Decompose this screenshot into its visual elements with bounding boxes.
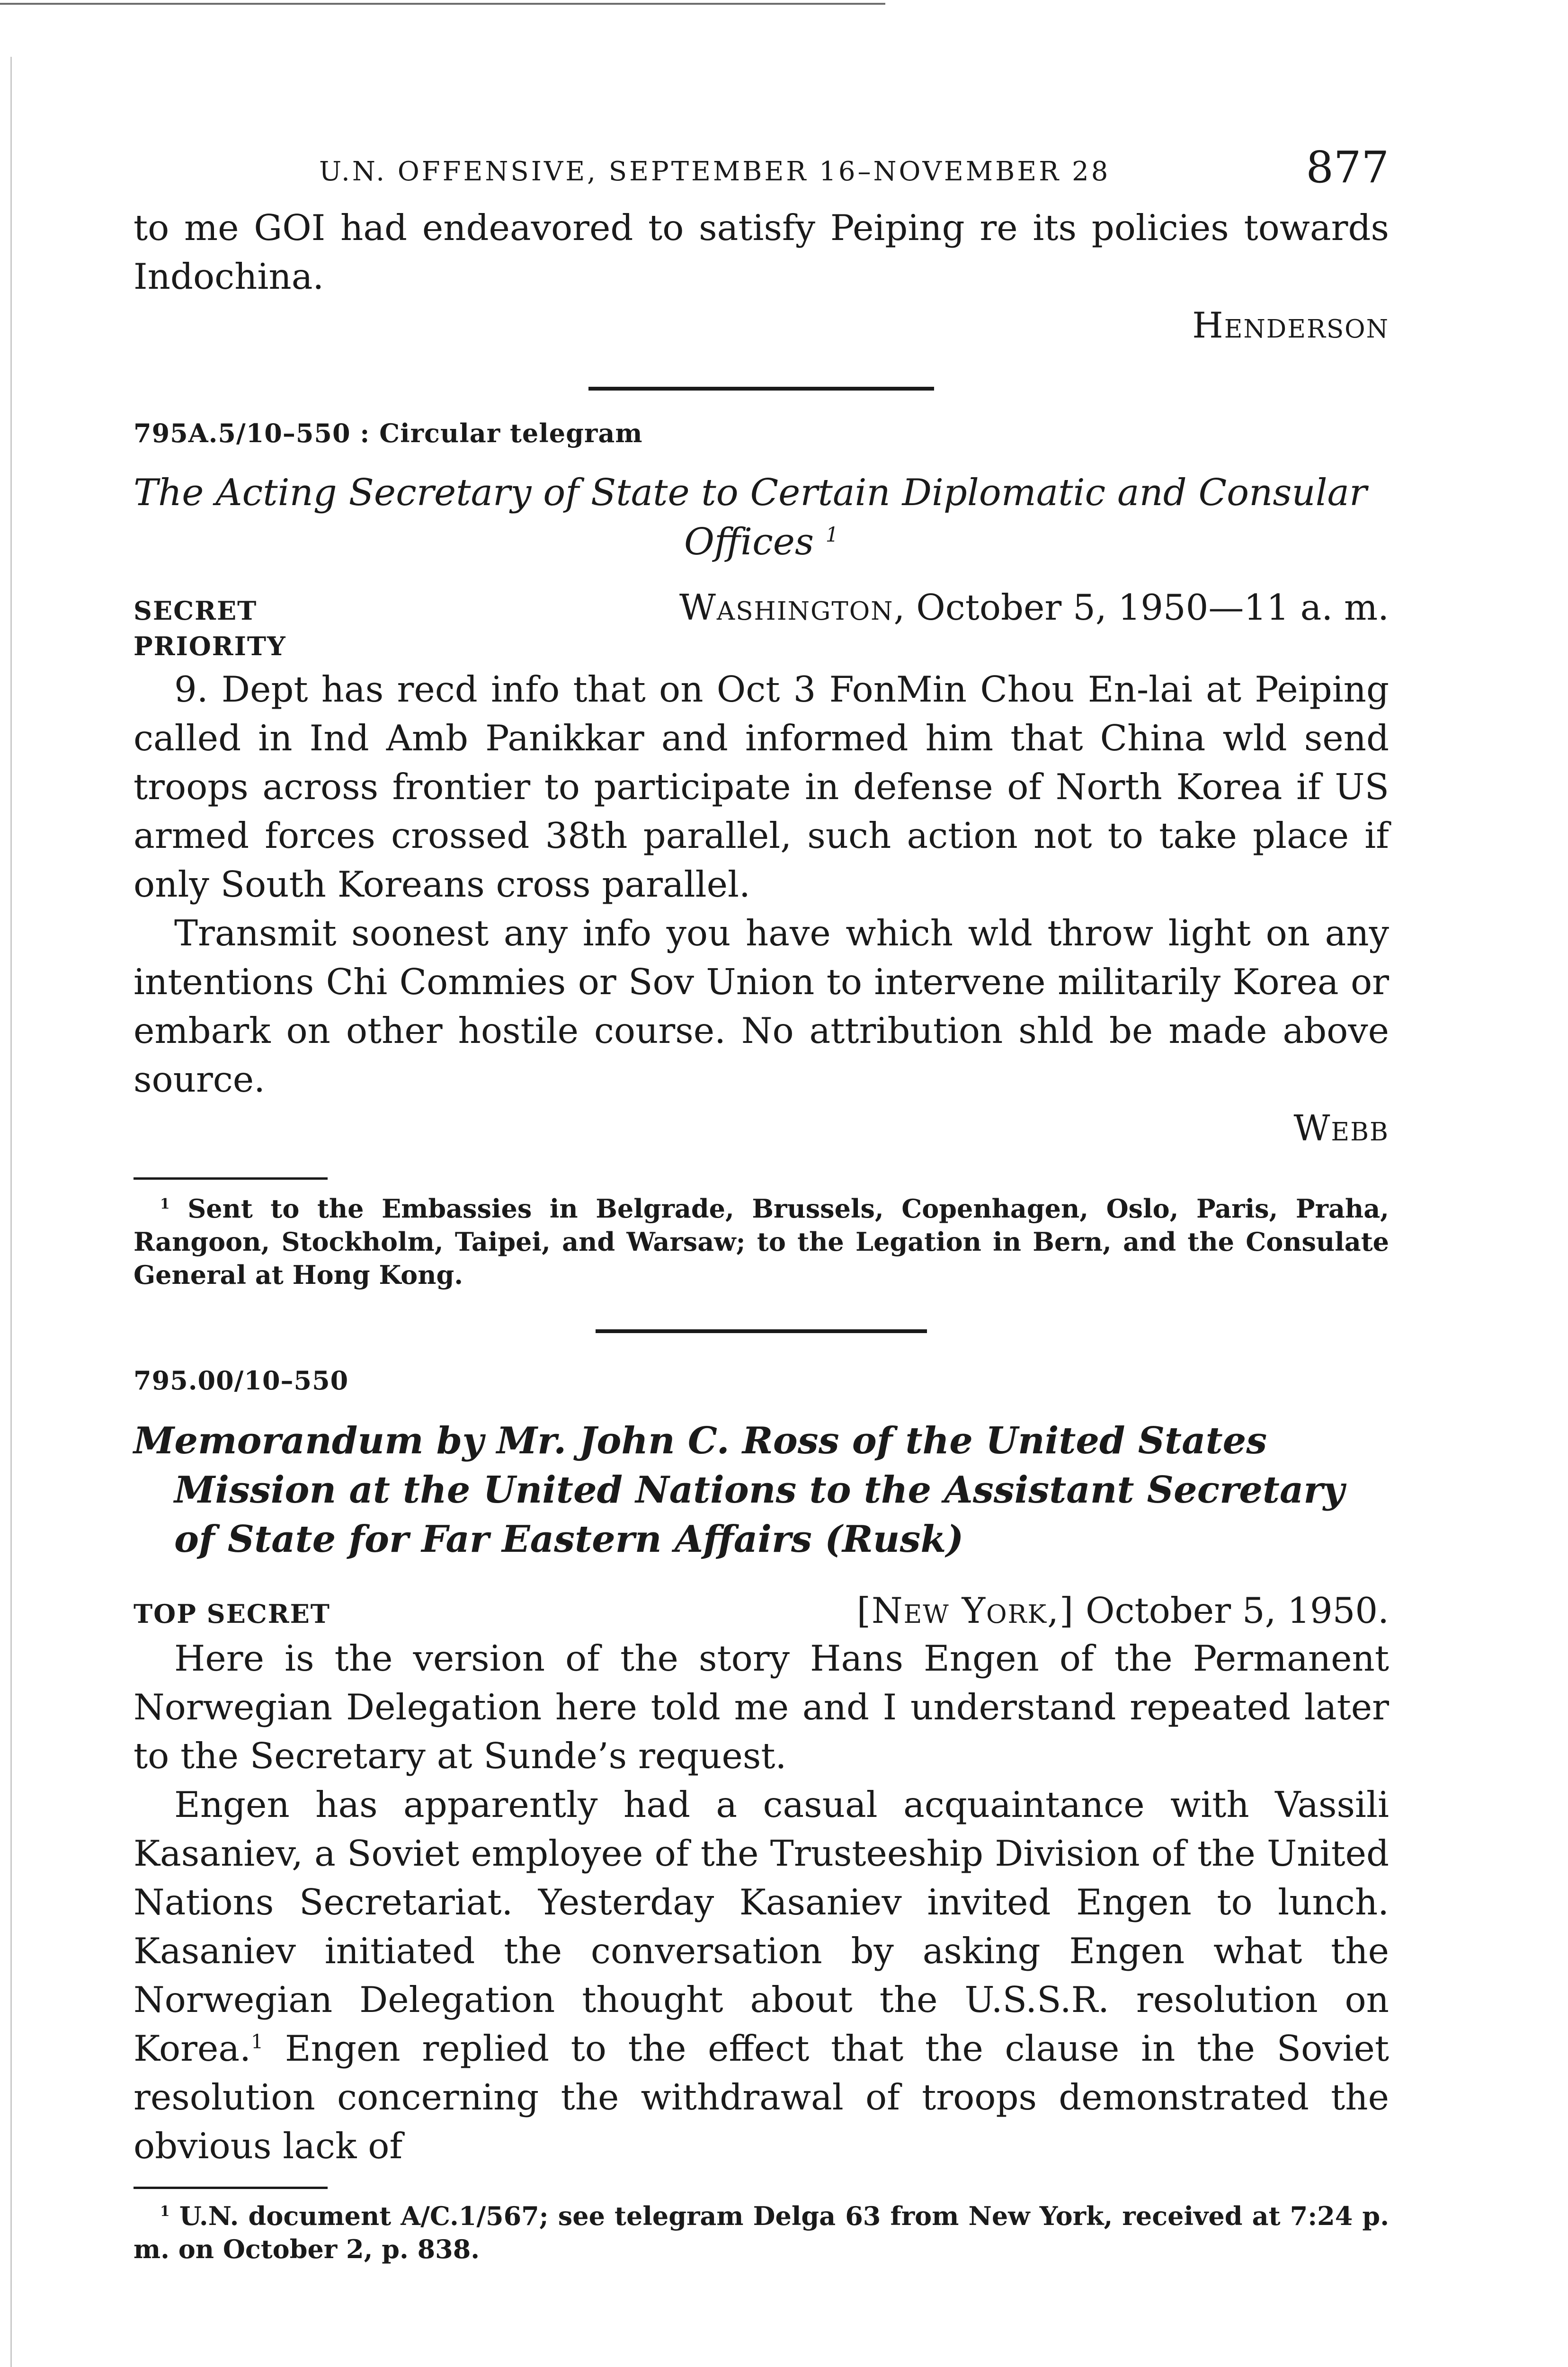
signature-henderson: Henderson <box>1192 304 1389 346</box>
document-title-offices: Offices <box>684 521 814 563</box>
dateline <box>134 587 1389 628</box>
footnote-ref: 1 <box>825 523 839 547</box>
page-header <box>134 142 1389 199</box>
document-title-line: The Acting Secretary of State to Certain Diplomatic and Consular <box>134 472 1367 514</box>
page-edge-left-rule <box>10 57 12 2367</box>
paragraph: Here is the version of the story Hans Engen of the Permanent Norwegian Delegation here told me and I understand repeated later to the Secretary at Sunde’s request. <box>134 1637 1389 1777</box>
section-divider <box>588 387 934 391</box>
footnote-rule <box>134 1177 328 1180</box>
place: Washington <box>679 587 894 628</box>
continuation-text: to me GOI had endeavored to satisfy Peiping re its policies towards Indochina. <box>134 207 1389 297</box>
footnote <box>134 1192 1389 1291</box>
place-date <box>679 587 1389 628</box>
footnote-ref: 1 <box>250 2030 264 2053</box>
place: [New York,] <box>856 1590 1075 1631</box>
page-number: 877 <box>1306 142 1389 193</box>
footnote-text: Sent to the Embassies in Belgrade, Brussels, Copenhagen, Oslo, Paris, Praha, Rangoon, Stockholm, Taipei, and Warsaw; to the Legation in Bern, and the Consulate General at Hong Kong. <box>134 1193 1389 1290</box>
classification-mark: TOP SECRET <box>134 1599 330 1629</box>
file-reference: 795.00/10–550 <box>134 1365 349 1396</box>
footnote-number: 1 <box>160 1196 170 1212</box>
dateline <box>134 1590 1389 1631</box>
footnote <box>134 2199 1389 2266</box>
paragraph-text: Engen has apparently had a casual acquaintance with Vassili Kasaniev, a Soviet employee of the Trusteeship Division of the United Nations Secretariat. Yesterday Kasaniev invited Engen to lunch. Kasaniev initiated the conversation by asking Engen what the Norwegian Delegation thought about the U.S.S.R. resolution on Korea. <box>134 1784 1389 2069</box>
footnote-number: 1 <box>160 2203 170 2220</box>
document-title: Memorandum by Mr. John C. Ross of the United States Mission at the United Nations to the Assistant Secretary of State for Far Eastern Affairs (Rusk) <box>134 1419 1345 1561</box>
date: , October 5, 1950—11 a. m. <box>893 587 1389 628</box>
footnote-text: U.N. document A/C.1/567; see telegram Delga 63 from New York, received at 7:24 p. m. on October 2, p. 838. <box>134 2201 1389 2264</box>
footnote-rule <box>134 2187 328 2189</box>
paragraph <box>134 1780 1389 2171</box>
priority-mark: PRIORITY <box>134 631 286 661</box>
signature-webb: Webb <box>1293 1107 1389 1149</box>
section-divider <box>596 1329 927 1333</box>
classification-mark: SECRET <box>134 596 258 626</box>
paragraph: 9. Dept has recd info that on Oct 3 FonMin Chou En-lai at Peiping called in Ind Amb Panikkar and informed him that China wld send troops across frontier to participate in defense of North Korea if US armed forces crossed 38th parallel, such action not to take place if only South Koreans cross parallel. <box>134 668 1389 905</box>
page-edge-top-rule <box>0 3 885 5</box>
document-page <box>134 142 1389 2266</box>
place-date <box>857 1590 1389 1631</box>
document-title-line-2 <box>134 517 1389 567</box>
paragraph-text: Engen replied to the effect that the clause in the Soviet resolution concerning the withdrawal of troops demonstrated the obvious lack of <box>134 2028 1389 2167</box>
date: October 5, 1950. <box>1074 1590 1389 1631</box>
running-head: U.N. OFFENSIVE, SEPTEMBER 16–NOVEMBER 28 <box>319 156 1111 187</box>
paragraph: Transmit soonest any info you have which wld throw light on any intentions Chi Commies or Sov Union to intervene militarily Korea or embark on other hostile course. No attribution shld be made above source. <box>134 912 1389 1100</box>
file-reference: 795A.5/10–550 : Circular telegram <box>134 418 643 448</box>
